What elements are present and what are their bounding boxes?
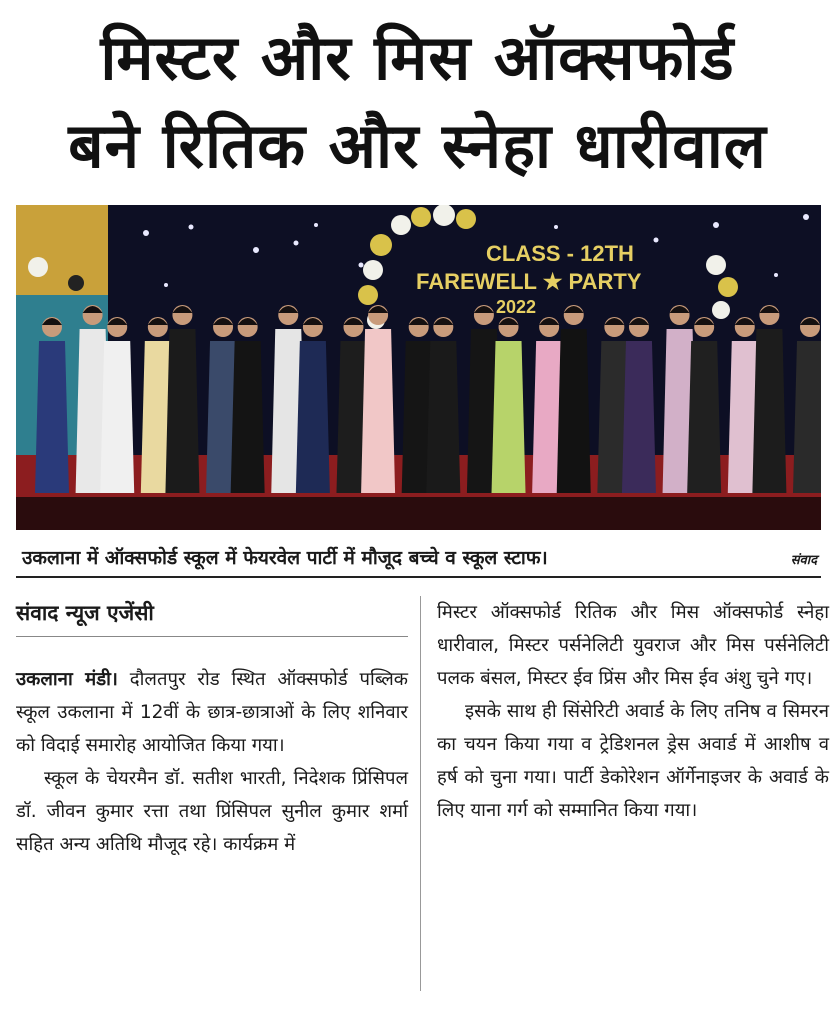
paragraph-2: स्कूल के चेयरमैन डॉ. सतीश भारती, निदेशक प्रिंसिपल डॉ. जीवन कुमार रत्ता तथा प्रिंसिपल सुनील कुमार शर्मा सहित अन्य अतिथि मौजूद रहे। कार्यक्रम में xyxy=(16,768,408,855)
banner-line-2: FAREWELL ★ PARTY xyxy=(416,269,642,294)
person-figure xyxy=(361,305,395,493)
person-outfit xyxy=(492,341,526,493)
person-outfit xyxy=(165,329,199,493)
byline-rule xyxy=(16,636,408,637)
article-column-right xyxy=(437,596,829,827)
person-outfit xyxy=(622,341,656,493)
person-outfit xyxy=(687,341,721,493)
headline xyxy=(0,14,835,190)
person-outfit xyxy=(100,341,134,493)
person-outfit xyxy=(557,329,591,493)
column-divider xyxy=(420,596,421,991)
article-column-left xyxy=(16,596,408,861)
agency-byline: संवाद न्यूज एजेंसी xyxy=(16,601,154,625)
headline-line-2: बने रितिक और स्नेहा धारीवाल xyxy=(68,109,767,182)
person-figure xyxy=(35,317,69,493)
person-outfit xyxy=(426,341,460,493)
dateline: उकलाना मंडी। xyxy=(16,669,118,690)
person-figure xyxy=(296,317,330,493)
person-figure xyxy=(492,317,526,493)
person-outfit xyxy=(231,341,265,493)
person-figure xyxy=(687,317,721,493)
person-outfit xyxy=(361,329,395,493)
news-photo xyxy=(16,205,821,530)
person-figure xyxy=(622,317,656,493)
person-outfit xyxy=(752,329,786,493)
banner-year: 2022 xyxy=(496,297,537,317)
person-figure xyxy=(557,305,591,493)
caption-credit: संवाद xyxy=(790,553,817,568)
stage-edge xyxy=(16,497,821,530)
banner-line-1: CLASS - 12TH xyxy=(486,241,634,266)
person-figure xyxy=(100,317,134,493)
person-figure xyxy=(165,305,199,493)
person-outfit xyxy=(35,341,69,493)
farewell-party-photo xyxy=(16,205,821,530)
paragraph-1-text: दौलतपुर रोड स्थित ऑक्सफोर्ड पब्लिक स्कूल उकलाना में 12वीं के छात्र-छात्राओं के लिए शनिवार को विदाई समारोह आयोजित किया गया। xyxy=(16,669,409,756)
person-outfit xyxy=(793,341,821,493)
person-figure xyxy=(793,317,821,493)
photo-caption xyxy=(16,540,821,578)
paragraph-1 xyxy=(16,663,408,762)
paragraph-4: इसके साथ ही सिंसेरिटी अवार्ड के लिए तनिष व सिमरन का चयन किया गया व ट्रेडिशनल ड्रेस अवार्ड में आशीष व हर्ष को चुना गया। पार्टी डेकोरेशन ऑर्गेनाइजर के अवार्ड के लिए याना गर्ग को सम्मानित किया गया। xyxy=(437,701,829,821)
person-figure xyxy=(426,317,460,493)
person-figure xyxy=(752,305,786,493)
headline-line-1: मिस्टर और मिस ऑक्सफोर्ड xyxy=(100,21,735,94)
paragraph-3: मिस्टर ऑक्सफोर्ड रितिक और मिस ऑक्सफोर्ड स्नेहा धारीवाल, मिस्टर पर्सनेलिटी युवराज और मिस पर्सनेलिटी पलक बंसल, मिस्टर ईव प्रिंस और मिस ईव अंशु चुने गए। xyxy=(437,602,829,689)
person-outfit xyxy=(296,341,330,493)
caption-text: उकलाना में ऑक्सफोर्ड स्कूल में फेयरवेल पार्टी में मौजूद बच्चे व स्कूल स्टाफ। xyxy=(22,547,548,569)
person-figure xyxy=(231,317,265,493)
